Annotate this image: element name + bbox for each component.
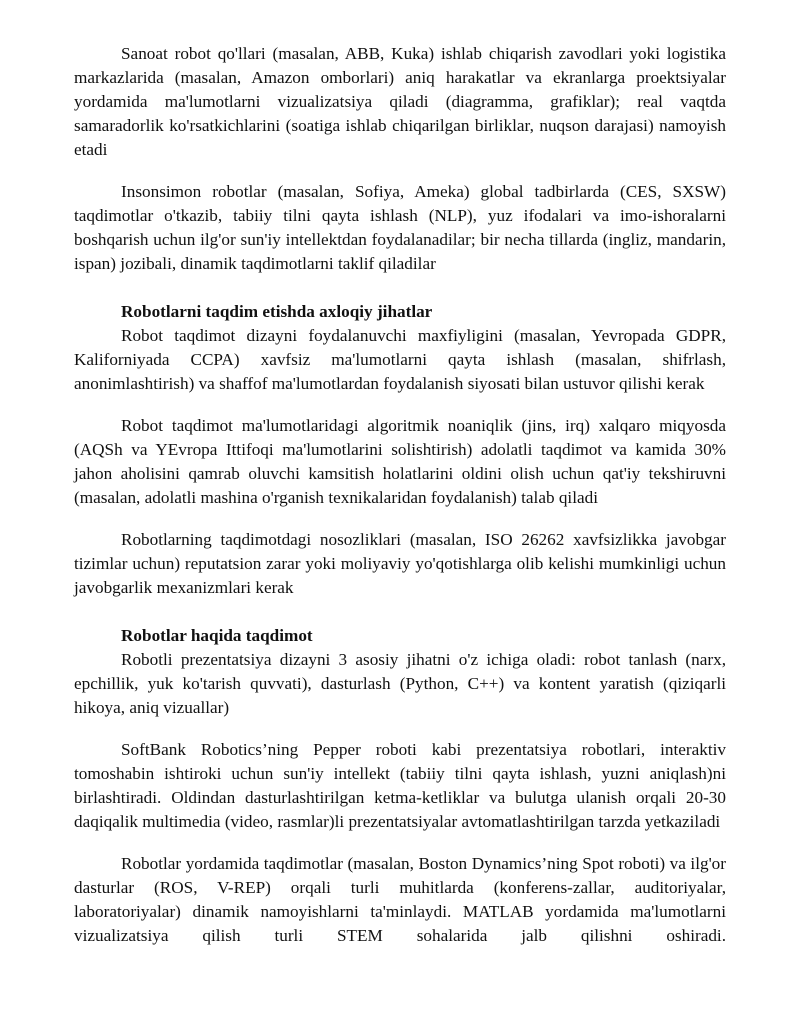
section-spacer xyxy=(74,276,726,300)
paragraph-industrial-robots: Sanoat robot qo'llari (masalan, ABB, Kuka) ishlab chiqarish zavodlari yoki logistika markazlarida (masalan, Amazon omborlari) aniq harakatlar va ekranlarga proektsiyalar yordamida ma'lumotlarni vizualizatsiya qiladi (diagramma, grafiklar); real vaqtda samaradorlik ko'rsatkichlarini (soatiga ishlab chiqarilgan birliklar, nuqson darajasi) namoyish etadi xyxy=(74,44,726,159)
document-page xyxy=(74,42,726,948)
paragraph-spacer xyxy=(74,162,726,180)
paragraph-spacer xyxy=(74,396,726,414)
heading-ethics: Robotlarni taqdim etishda axloqiy jihatlar xyxy=(121,302,433,321)
paragraph-ethics-privacy: Robot taqdimot dizayni foydalanuvchi maxfiyligini (masalan, Yevropada GDPR, Kaliforniyada CCPA) xavfsiz ma'lumotlarni qayta ishlash (masalan, shifrlash, anonimlashtirish) va shaffof ma'lumotlardan foydalanish siyosati bilan ustuvor qilishi kerak xyxy=(74,326,726,393)
paragraph-about-spot: Robotlar yordamida taqdimotlar (masalan, Boston Dynamics’ning Spot roboti) va ilg'or dasturlar (ROS, V-REP) orqali turli muhitlarda (konferens-zallar, auditoriyalar, laboratoriyalar) dinamik namoyishlarni ta'minlaydi. MATLAB yordamida ma'lumotlarni vizualizatsiya qilish turli STEM sohalarida jalb qilishni oshiradi. xyxy=(74,854,726,945)
paragraph-about-pepper: SoftBank Robotics’ning Pepper roboti kabi prezentatsiya robotlari, interaktiv tomoshabin ishtiroki uchun sun'iy intellekt (tabiiy tilni qayta ishlash, yuzni aniqlash)ni birlashtiradi. Oldindan dasturlashtirilgan ketma-ketliklar va bulutga ulanish orqali 20-30 daqiqalik multimedia (video, rasmlar)li prezentatsiyalar avtomatlashtirilgan tarzda yetkaziladi xyxy=(74,740,726,831)
paragraph-ethics-bias: Robot taqdimot ma'lumotlaridagi algoritmik noaniqlik (jins, irq) xalqaro miqyosda (AQSh va YEvropa Ittifoqi ma'lumotlarini solishtirish) adolatli taqdimot va kamida 30% jahon aholisini qamrab oluvchi kamsitish holatlarini oldini olish uchun qat'iy tekshiruvni (masalan, adolatli mashina o'rganish texnikalaridan foydalanish) talab qiladi xyxy=(74,416,726,507)
section-spacer xyxy=(74,600,726,624)
paragraph-spacer xyxy=(74,834,726,852)
paragraph-about-design: Robotli prezentatsiya dizayni 3 asosiy jihatni o'z ichiga oladi: robot tanlash (narx, epchillik, yuk ko'tarish quvvati), dasturlash (Python, C++) va kontent yaratish (qiziqarli hikoya, aniq vizuallar) xyxy=(74,650,726,717)
paragraph-humanoid-robots: Insonsimon robotlar (masalan, Sofiya, Ameka) global tadbirlarda (CES, SXSW) taqdimotlar o'tkazib, tabiiy tilni qayta ishlash (NLP), yuz ifodalari va imo-ishoralarni boshqarish uchun ilg'or sun'iy intellektdan foydalanadilar; bir necha tillarda (ingliz, mandarin, ispan) jozibali, dinamik taqdimotlarni taklif qiladilar xyxy=(74,182,726,273)
paragraph-spacer xyxy=(74,510,726,528)
paragraph-ethics-liability: Robotlarning taqdimotdagi nosozliklari (masalan, ISO 26262 xavfsizlikka javobgar tizimlar uchun) reputatsion zarar yoki moliyaviy yo'qotishlarga olib kelishi mumkinligi uchun javobgarlik mexanizmlari kerak xyxy=(74,530,726,597)
heading-about: Robotlar haqida taqdimot xyxy=(121,626,313,645)
paragraph-spacer xyxy=(74,720,726,738)
